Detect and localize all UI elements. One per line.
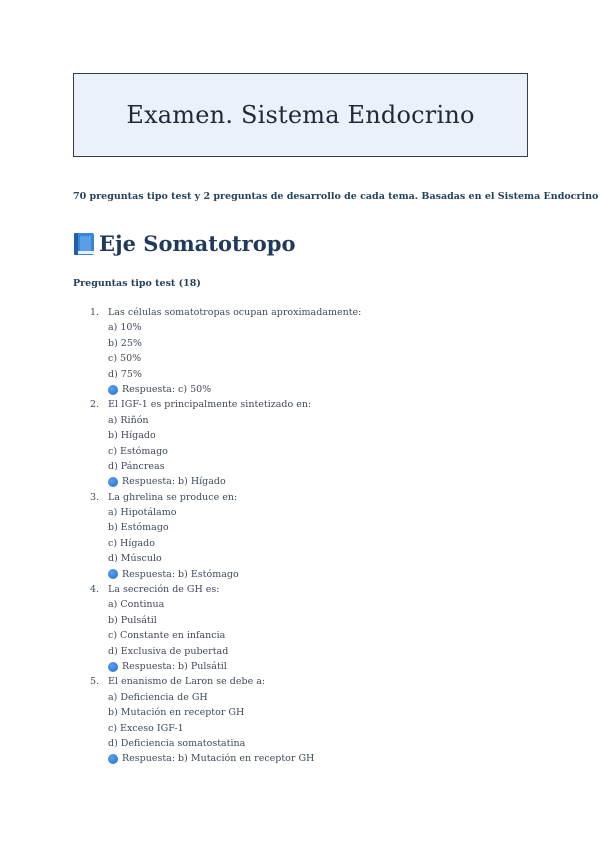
- answer-option: a) Deficiencia de GH: [108, 691, 208, 703]
- section-title: Eje Somatotropo: [99, 231, 296, 256]
- blue-circle-icon: [108, 662, 118, 672]
- question-text: La ghrelina se produce en:: [108, 491, 238, 503]
- correct-answer: [108, 382, 533, 397]
- answer-text: Respuesta: c) 50%: [122, 383, 212, 395]
- question-number: 4.: [90, 584, 100, 596]
- blue-circle-icon: [108, 385, 118, 395]
- answer-option: d) Deficiencia somatostatina: [108, 737, 246, 749]
- answer-option: d) Páncreas: [108, 460, 165, 472]
- answer-text: Respuesta: b) Pulsátil: [122, 660, 227, 672]
- correct-answer: [108, 659, 533, 674]
- question-item: [73, 305, 533, 397]
- answer-option: a) 10%: [108, 322, 142, 334]
- answer-option: c) Constante en infancia: [108, 630, 226, 642]
- question-text: El enanismo de Laron se debe a:: [108, 676, 266, 688]
- question-number: 2.: [90, 399, 100, 411]
- question-item: [73, 582, 533, 674]
- correct-answer: [108, 567, 533, 582]
- answer-text: Respuesta: b) Mutación en receptor GH: [122, 753, 315, 765]
- question-number: 5.: [90, 676, 100, 688]
- question-item: [73, 674, 533, 766]
- blue-circle-icon: [108, 754, 118, 764]
- answer-option: a) Riñón: [108, 414, 149, 426]
- answer-option: c) Estómago: [108, 445, 168, 457]
- question-item: [73, 490, 533, 582]
- answer-option: b) Mutación en receptor GH: [108, 707, 245, 719]
- document-subtitle: 70 preguntas tipo test y 2 preguntas de desarrollo de cada tema. Basadas en el Sistema Endocrino: [73, 191, 599, 202]
- question-text: La secreción de GH es:: [108, 584, 220, 596]
- blue-circle-icon: [108, 477, 118, 487]
- question-item: [73, 397, 533, 489]
- answer-option: b) Estómago: [108, 522, 169, 534]
- section-heading: [73, 231, 295, 256]
- answer-option: c) 50%: [108, 353, 142, 365]
- title-box: [73, 73, 528, 157]
- answer-option: a) Continua: [108, 599, 165, 611]
- answer-text: Respuesta: b) Estómago: [122, 568, 239, 580]
- answer-option: b) Pulsátil: [108, 614, 157, 626]
- question-text: Las células somatotropas ocupan aproximadamente:: [108, 307, 362, 318]
- document-title: Examen. Sistema Endocrino: [126, 101, 475, 129]
- correct-answer: [108, 474, 533, 489]
- answer-option: c) Hígado: [108, 537, 155, 549]
- question-text: El IGF-1 es principalmente sintetizado en:: [108, 399, 312, 411]
- correct-answer: [108, 751, 533, 766]
- answer-option: b) 25%: [108, 337, 142, 349]
- answer-text: Respuesta: b) Hígado: [122, 476, 226, 488]
- blue-book-icon: [73, 232, 95, 256]
- answer-option: d) Exclusiva de pubertad: [108, 645, 229, 657]
- blue-circle-icon: [108, 569, 118, 579]
- question-number: 3.: [90, 491, 100, 503]
- subsection-title: Preguntas tipo test (18): [73, 278, 201, 289]
- answer-option: b) Hígado: [108, 430, 156, 442]
- question-number: 1.: [90, 307, 100, 318]
- answer-option: d) Músculo: [108, 553, 162, 565]
- answer-option: c) Exceso IGF-1: [108, 722, 184, 734]
- answer-option: a) Hipotálamo: [108, 507, 177, 519]
- answer-option: d) 75%: [108, 368, 142, 380]
- question-list: [73, 305, 533, 767]
